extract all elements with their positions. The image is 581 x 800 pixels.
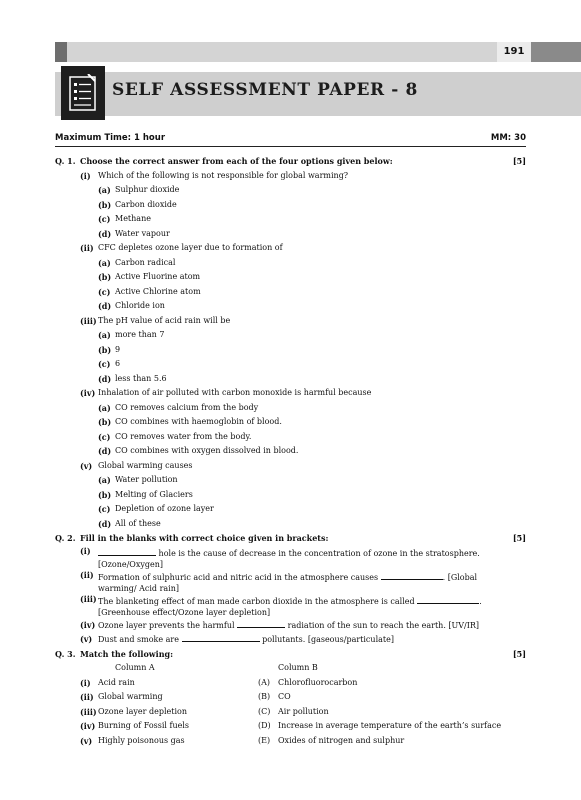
question-text: Match the following: — [80, 648, 174, 659]
question-number: Q. 3. — [55, 648, 76, 659]
option-text: Active Chlorine atom — [115, 286, 201, 296]
question-number: Q. 1. — [55, 156, 76, 166]
option-text: CO removes water from the body. — [115, 431, 252, 441]
fill-blank-pre: The blanketing effect of man made carbon dioxide in the atmosphere is called — [98, 596, 418, 606]
fill-blank-post: radiation of the sun to reach the earth. [UV/IR] — [285, 620, 480, 630]
question-2-header — [55, 531, 526, 546]
option-text: Depletion of ozone layer — [115, 504, 214, 513]
match-row — [55, 690, 526, 705]
sub-text: Global warming causes — [98, 460, 193, 470]
option — [55, 502, 526, 517]
option-label: (a) — [98, 257, 111, 268]
column-b-item: Air pollution — [278, 706, 329, 716]
option-label: (b) — [98, 344, 112, 355]
sub-text: The pH value of acid rain will be — [98, 315, 231, 325]
column-b-number: (D) — [258, 721, 271, 730]
column-b-number: (E) — [258, 735, 271, 745]
column-b-item: Chlorofluorocarbon — [278, 677, 358, 687]
blank-line — [98, 546, 156, 556]
option-text: Carbon dioxide — [115, 199, 177, 209]
option-text: more than 7 — [115, 330, 165, 339]
question-content — [55, 154, 526, 748]
option-label: (d) — [98, 228, 112, 239]
paper-title: SELF ASSESSMENT PAPER - 8 — [112, 80, 418, 100]
fill-blank-pre: Ozone layer prevents the harmful — [98, 620, 238, 630]
sub-number: (ii) — [80, 569, 94, 580]
option-text: Melting of Glaciers — [115, 489, 193, 499]
option — [55, 270, 526, 285]
sub-number: (iv) — [80, 721, 96, 731]
sub-number: (iv) — [80, 388, 96, 398]
sub-number: (v) — [80, 460, 93, 471]
checklist-icon — [69, 74, 96, 111]
blank-line — [417, 594, 479, 604]
option-text: 6 — [115, 359, 121, 368]
option — [55, 183, 526, 198]
match-row — [55, 719, 526, 734]
question-text: Choose the correct answer from each of the four options given below: — [80, 156, 393, 166]
option-label: (c) — [98, 504, 111, 514]
column-b-number: (A) — [258, 677, 271, 687]
option — [55, 372, 526, 387]
option-text: All of these — [115, 518, 161, 528]
option-label: (c) — [98, 359, 111, 369]
column-a-item: Highly poisonous gas — [98, 735, 185, 745]
max-time: Maximum Time: 1 hour — [55, 133, 166, 143]
question-marks: [5] — [512, 533, 526, 543]
option-label: (d) — [98, 446, 112, 456]
sub-question — [55, 459, 526, 474]
sub-number: (iv) — [80, 619, 96, 630]
option-text: Carbon radical — [115, 257, 176, 267]
sub-number: (iii) — [80, 315, 97, 326]
question-marks: [5] — [512, 156, 526, 166]
sub-question — [55, 241, 526, 256]
sub-number: (ii) — [80, 692, 94, 702]
option-label: (d) — [98, 373, 112, 384]
sub-question — [55, 386, 526, 401]
sub-number: (v) — [80, 735, 93, 746]
sub-number: (i) — [80, 677, 91, 688]
fill-blank-text — [98, 632, 518, 648]
option — [55, 328, 526, 343]
option — [55, 473, 526, 488]
option — [55, 299, 526, 314]
header-accent-block — [55, 42, 67, 62]
header-tail-block — [531, 42, 581, 62]
fill-blank-text — [98, 618, 518, 634]
column-b-number: (C) — [258, 706, 271, 716]
column-b-item: Increase in average temperature of the earth’s surface — [278, 721, 502, 730]
question-number: Q. 2. — [55, 533, 76, 543]
sub-number: (iii) — [80, 706, 97, 717]
column-b-header: Column B — [278, 663, 318, 672]
divider — [55, 146, 526, 147]
fill-blank-post: . [Greenhouse effect/Ozone layer depletion] — [98, 596, 482, 617]
option-text: CO removes calcium from the body — [115, 402, 259, 412]
option-label: (c) — [98, 286, 111, 297]
blank-line — [182, 632, 260, 642]
option — [55, 488, 526, 503]
fill-blank-item — [55, 632, 526, 647]
option — [55, 517, 526, 532]
option — [55, 415, 526, 430]
option — [55, 430, 526, 445]
fill-blank-item — [55, 618, 526, 633]
sub-text: Inhalation of air polluted with carbon monoxide is harmful because — [98, 388, 372, 397]
option-label: (a) — [98, 475, 111, 485]
sub-question — [55, 314, 526, 329]
column-b-item: Oxides of nitrogen and sulphur — [278, 735, 405, 745]
page-number: 191 — [497, 42, 531, 62]
option-text: Methane — [115, 214, 151, 223]
column-a-item: Acid rain — [98, 677, 135, 687]
fill-blank-item — [55, 546, 526, 570]
fill-blank-post: hole is the cause of decrease in the concentration of ozone in the stratosphere. [Ozone/Oxygen] — [98, 548, 480, 569]
option-text: CO combines with haemoglobin of blood. — [115, 417, 282, 426]
column-a-header: Column A — [115, 663, 155, 672]
sub-number: (v) — [80, 634, 93, 644]
fill-blank-item — [55, 594, 526, 618]
option-text: Sulphur dioxide — [115, 185, 180, 194]
max-marks: MM: 30 — [490, 133, 526, 143]
fill-blank-post: . [Global warming/ Acid rain] — [98, 572, 478, 593]
sub-number: (i) — [80, 545, 91, 556]
sub-number: (iii) — [80, 593, 97, 604]
option-label: (a) — [98, 402, 111, 413]
option-text: less than 5.6 — [115, 373, 167, 383]
option-label: (d) — [98, 518, 112, 529]
question-1-header — [55, 154, 526, 169]
fill-blank-post: pollutants. [gaseous/particulate] — [259, 635, 394, 644]
option — [55, 357, 526, 372]
option-label: (a) — [98, 185, 111, 195]
paper-meta — [55, 133, 526, 143]
fill-blank-text — [98, 546, 518, 571]
option — [55, 198, 526, 213]
sub-text: CFC depletes ozone layer due to formation of — [98, 243, 283, 252]
option-text: 9 — [115, 344, 121, 354]
option — [55, 227, 526, 242]
column-a-item: Burning of Fossil fuels — [98, 721, 190, 730]
option-text: Chloride ion — [115, 301, 165, 310]
sub-text: Which of the following is not responsible for global warming? — [98, 170, 349, 180]
fill-blank-pre: Formation of sulphuric acid and nitric acid in the atmosphere causes — [98, 572, 381, 582]
option-text: Active Fluorine atom — [115, 272, 201, 281]
option-label: (a) — [98, 330, 111, 340]
column-a-item: Ozone layer depletion — [98, 706, 187, 716]
fill-blank-pre: Dust and smoke are — [98, 635, 182, 644]
fill-blank-text — [98, 594, 518, 619]
match-row — [55, 705, 526, 720]
option-label: (c) — [98, 431, 111, 442]
option-label: (c) — [98, 214, 111, 224]
option-label: (b) — [98, 489, 112, 500]
match-row — [55, 676, 526, 691]
option-text: CO combines with oxygen dissolved in blood. — [115, 446, 299, 455]
option-label: (b) — [98, 417, 112, 427]
option-text: Water vapour — [115, 228, 170, 238]
sub-question — [55, 169, 526, 184]
match-column-headers — [55, 661, 526, 676]
question-text: Fill in the blanks with correct choice given in brackets: — [80, 533, 329, 543]
sub-number: (i) — [80, 170, 91, 181]
option — [55, 343, 526, 358]
option — [55, 285, 526, 300]
question-marks: [5] — [512, 648, 526, 659]
column-a-item: Global warming — [98, 692, 163, 701]
blank-line — [237, 618, 285, 628]
option — [55, 212, 526, 227]
fill-blank-item — [55, 570, 526, 594]
match-row — [55, 734, 526, 749]
option — [55, 401, 526, 416]
option-label: (d) — [98, 301, 112, 311]
option-label: (b) — [98, 272, 112, 282]
fill-blank-text — [98, 570, 518, 595]
option-label: (b) — [98, 199, 112, 210]
option — [55, 444, 526, 459]
blank-line — [381, 570, 443, 580]
column-b-number: (B) — [258, 692, 271, 701]
sub-number: (ii) — [80, 243, 94, 253]
column-b-item: CO — [278, 692, 291, 701]
question-3-header — [55, 647, 526, 662]
option-text: Water pollution — [115, 475, 178, 484]
option — [55, 256, 526, 271]
